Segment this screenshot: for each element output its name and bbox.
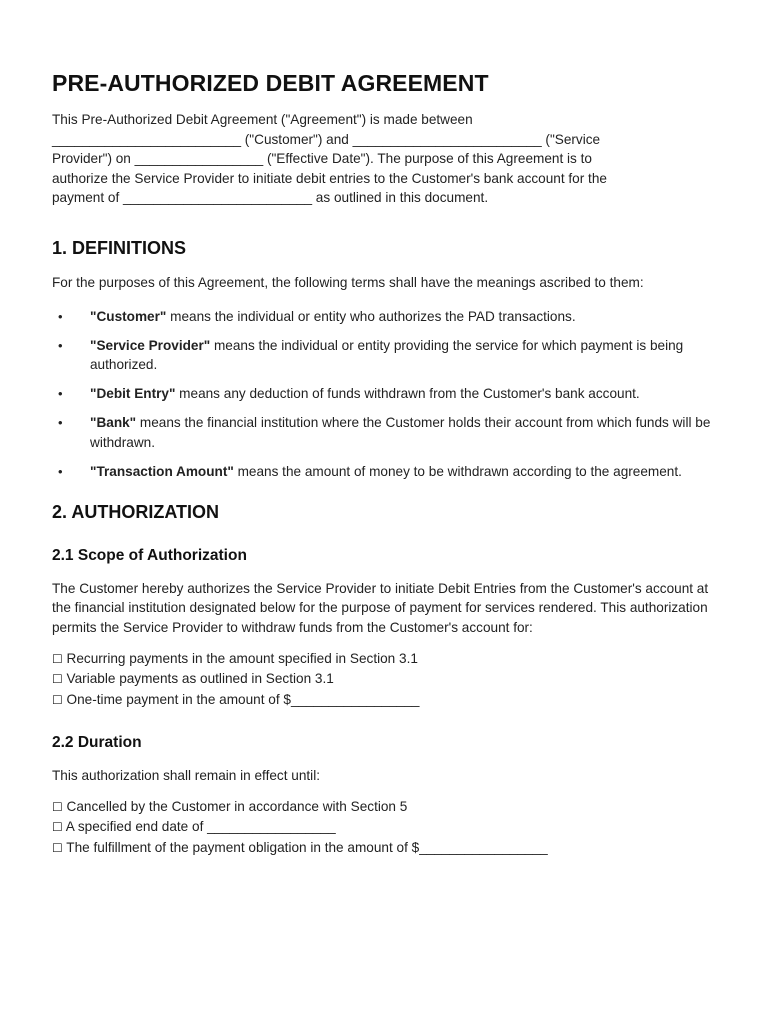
definition-item [52,413,718,452]
definition-text: means the amount of money to be withdrawn according to the agreement. [233,464,682,480]
checkbox-icon[interactable]: ☐ [52,841,63,856]
definition-item [52,336,718,375]
definition-term: "Customer" [90,308,167,324]
duration-options [52,797,718,859]
intro-line: This Pre-Authorized Debit Agreement ("Agreement") is made between [52,112,473,127]
scope-option[interactable] [52,669,718,690]
option-label: A specified end date of _________________ [65,819,336,835]
intro-line: authorize the Service Provider to initiate debit entries to the Customer's bank account for the [52,170,607,186]
scope-heading: 2.1 Scope of Authorization [52,546,247,564]
definition-item [52,307,718,327]
bullet-icon: • [58,464,63,480]
duration-option[interactable] [52,838,718,859]
intro-line: _________________________ ("Customer") and _________________________ ("Service [52,131,601,147]
checkbox-icon[interactable]: ☐ [52,692,63,707]
definition-text: means any deduction of funds withdrawn from the Customer's bank account. [175,386,640,402]
option-label: Variable payments as outlined in Section 3.1 [66,671,334,687]
scope-option[interactable] [52,649,718,670]
checkbox-icon[interactable]: ☐ [52,820,63,835]
intro-line: Provider") on _________________ ("Effective Date"). The purpose of this Agreement is to [52,151,592,167]
intro-line: payment of _________________________ as outlined in this document. [52,190,489,206]
scope-option[interactable] [52,690,718,711]
option-label: Cancelled by the Customer in accordance with Section 5 [66,798,408,814]
checkbox-icon[interactable]: ☐ [52,672,63,687]
definition-term: "Service Provider" [90,337,211,353]
bullet-icon: • [58,337,63,353]
definition-term: "Transaction Amount" [90,464,234,480]
scope-options [52,649,718,711]
duration-heading: 2.2 Duration [52,734,142,752]
bullet-icon: • [58,308,63,324]
option-label: The fulfillment of the payment obligation in the amount of $_________________ [66,840,548,856]
authorization-heading: 2. AUTHORIZATION [52,501,219,522]
definition-text: means the individual or entity who authorizes the PAD transactions. [166,308,576,324]
duration-option[interactable] [52,797,718,818]
option-label: Recurring payments in the amount specified in Section 3.1 [66,650,418,666]
duration-paragraph: This authorization shall remain in effect until: [52,768,320,784]
definition-term: "Debit Entry" [90,386,176,402]
definitions-heading: 1. DEFINITIONS [52,237,187,258]
definition-text: means the individual or entity providing the service for which payment is being authorized. [90,337,684,373]
intro-paragraph [52,110,718,208]
checkbox-icon[interactable]: ☐ [52,651,63,666]
bullet-icon: • [58,415,63,431]
duration-option[interactable] [52,817,718,838]
definitions-lead: For the purposes of this Agreement, the following terms shall have the meanings ascribed to them: [52,274,644,290]
scope-paragraph: The Customer hereby authorizes the Service Provider to initiate Debit Entries from the Customer's account at the financial institution designated below for the purpose of payment for services rendered. This authorization permits the Service Provider to withdraw funds from the Customer's account for: [52,580,709,635]
definitions-list [52,307,718,482]
bullet-icon: • [58,386,63,402]
definition-item [52,384,718,404]
definition-term: "Bank" [90,415,137,431]
checkbox-icon[interactable]: ☐ [52,799,63,814]
definition-item [52,462,718,482]
document-title: PRE-AUTHORIZED DEBIT AGREEMENT [52,70,489,96]
definition-text: means the financial institution where the Customer holds their account from which funds will be withdrawn. [90,415,711,451]
option-label: One-time payment in the amount of $_________________ [66,691,420,707]
